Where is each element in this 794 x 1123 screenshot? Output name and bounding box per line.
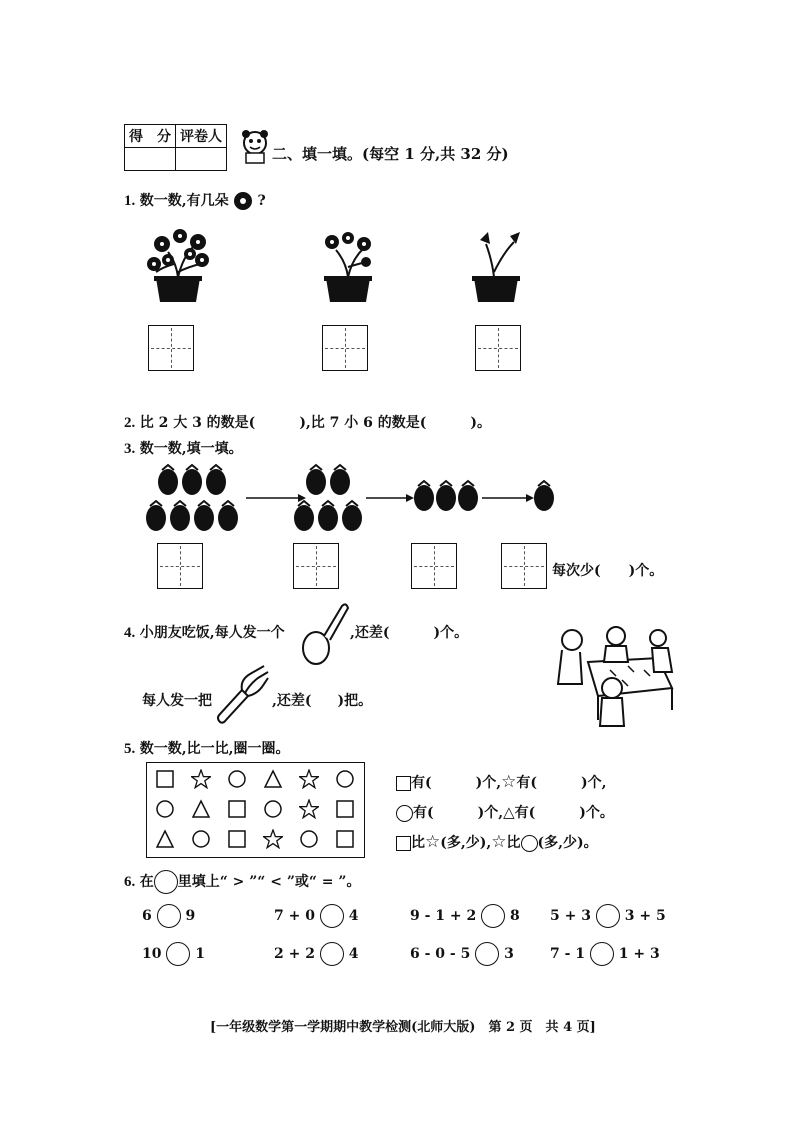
right-expression: 3 (499, 946, 514, 962)
answer-circle[interactable] (481, 904, 505, 928)
spoon-icon (300, 600, 350, 666)
fork-icon (214, 664, 270, 726)
question-number: 1. (124, 193, 136, 209)
answer-box-q3-c[interactable] (411, 543, 457, 589)
flower-pot-4 (318, 222, 378, 304)
answer-box-q3-b[interactable] (293, 543, 339, 589)
score-header-cell: 得 分 (125, 125, 176, 148)
answer-circle[interactable] (475, 942, 499, 966)
question-4-line-1: 4. 小朋友吃饭,每人发一个 (124, 625, 285, 641)
answer-box-q1-c[interactable] (475, 325, 521, 371)
flower-icon (233, 191, 253, 211)
comparison-item (550, 904, 666, 928)
right-expression: 9 (180, 908, 196, 924)
left-expression: 10 (142, 946, 167, 962)
question-5: 5. 数一数,比一比,圈一圈。 (124, 741, 290, 757)
square-icon[interactable] (227, 829, 247, 849)
circle-icon[interactable] (155, 799, 175, 819)
right-expression: 4 (343, 908, 359, 924)
answer-circle[interactable] (320, 904, 344, 928)
page-footer: [一年级数学第一学期期中教学检测(北师大版) 第 2 页 共 4 页] (210, 1020, 596, 1035)
star-icon: ☆ (491, 832, 507, 852)
left-expression: 2 + 2 (274, 946, 320, 962)
strawberry-group-3 (414, 481, 478, 511)
square-icon[interactable] (155, 769, 175, 789)
comparison-item (142, 904, 195, 928)
strawberry-sequence (140, 460, 570, 536)
left-expression: 9 - 1 + 2 (410, 908, 482, 924)
circle-icon[interactable] (227, 769, 247, 789)
circle-icon[interactable] (191, 829, 211, 849)
right-expression: 4 (343, 946, 359, 962)
compare-circle-icon (154, 870, 178, 894)
q3-tail-text: 每次少( )个。 (552, 563, 664, 579)
question-6: 6. 在 里填上“ > ”“ < ”或“ = ”。 (124, 870, 360, 894)
question-1: 1. 数一数,有几朵 ? (124, 193, 266, 209)
answer-circle[interactable] (166, 942, 190, 966)
left-expression: 5 + 3 (550, 908, 596, 924)
strawberry-group-1 (534, 481, 554, 511)
answer-circle[interactable] (596, 904, 620, 928)
square-icon[interactable] (335, 799, 355, 819)
right-expression: 1 (190, 946, 205, 962)
answer-circle[interactable] (157, 904, 181, 928)
comparison-item (410, 904, 520, 928)
question-2: 2. 比 2 大 3 的数是( ),比 7 小 6 的数是( )。 (124, 415, 492, 431)
q5-line-3: 比☆(多,少),☆比 (多,少)。 (396, 832, 598, 852)
flower-pot-2 (466, 222, 526, 304)
left-expression: 6 - 0 - 5 (410, 946, 476, 962)
circle-icon[interactable] (335, 769, 355, 789)
q5-line-1: 有( )个,☆有( )个, (396, 772, 607, 792)
comparison-item (142, 942, 205, 966)
children-eating-illustration (548, 626, 680, 734)
circle-icon[interactable] (521, 835, 538, 852)
right-expression: 3 + 5 (619, 908, 666, 924)
answer-box-q3-a[interactable] (157, 543, 203, 589)
comparison-item (410, 942, 514, 966)
answer-circle[interactable] (320, 942, 344, 966)
question-4-line-1-tail: ,还差( )个。 (350, 625, 469, 641)
triangle-icon[interactable] (155, 829, 175, 849)
right-expression: 1 + 3 (613, 946, 660, 962)
tiger-mascot-icon (238, 128, 272, 164)
right-expression: 8 (505, 908, 520, 924)
answer-circle[interactable] (590, 942, 614, 966)
left-expression: 6 (142, 908, 157, 924)
shape-grid (146, 762, 365, 858)
square-icon (396, 836, 411, 851)
square-icon (396, 776, 411, 791)
answer-box-q1-a[interactable] (148, 325, 194, 371)
star-icon[interactable] (263, 829, 283, 849)
left-expression: 7 + 0 (274, 908, 320, 924)
strawberry-group-7 (146, 465, 238, 531)
answer-box-q3-d[interactable] (501, 543, 547, 589)
grader-cell[interactable] (176, 148, 227, 171)
q5-line-2: 有( )个,△有( )个。 (396, 802, 614, 822)
star-icon[interactable] (191, 769, 211, 789)
answer-box-q1-b[interactable] (322, 325, 368, 371)
square-icon[interactable] (335, 829, 355, 849)
triangle-icon[interactable] (263, 769, 283, 789)
star-icon[interactable] (299, 799, 319, 819)
score-table (124, 124, 227, 171)
question-4-line-2: 每人发一把 (142, 693, 212, 709)
star-icon[interactable] (299, 769, 319, 789)
question-text: 数一数,有几朵 (139, 193, 229, 209)
comparison-item (274, 904, 358, 928)
question-3: 3. 数一数,填一填。 (124, 441, 243, 457)
square-icon[interactable] (227, 799, 247, 819)
left-expression: 7 - 1 (550, 946, 590, 962)
star-icon: ☆ (501, 772, 517, 792)
grader-header-cell: 评卷人 (176, 125, 227, 148)
triangle-icon[interactable] (191, 799, 211, 819)
score-cell[interactable] (125, 148, 176, 171)
circle-icon[interactable] (263, 799, 283, 819)
comparison-item (274, 942, 358, 966)
comparison-item (550, 942, 660, 966)
flower-pot-7 (138, 222, 218, 304)
question-4-line-2-tail: ,还差( )把。 (272, 693, 373, 709)
circle-icon[interactable] (299, 829, 319, 849)
triangle-icon: △ (503, 803, 515, 821)
star-icon[interactable]: ☆ (425, 832, 441, 852)
section-title: 二、填一填。(每空 1 分,共 32 分) (272, 145, 509, 163)
circle-icon (396, 805, 413, 822)
